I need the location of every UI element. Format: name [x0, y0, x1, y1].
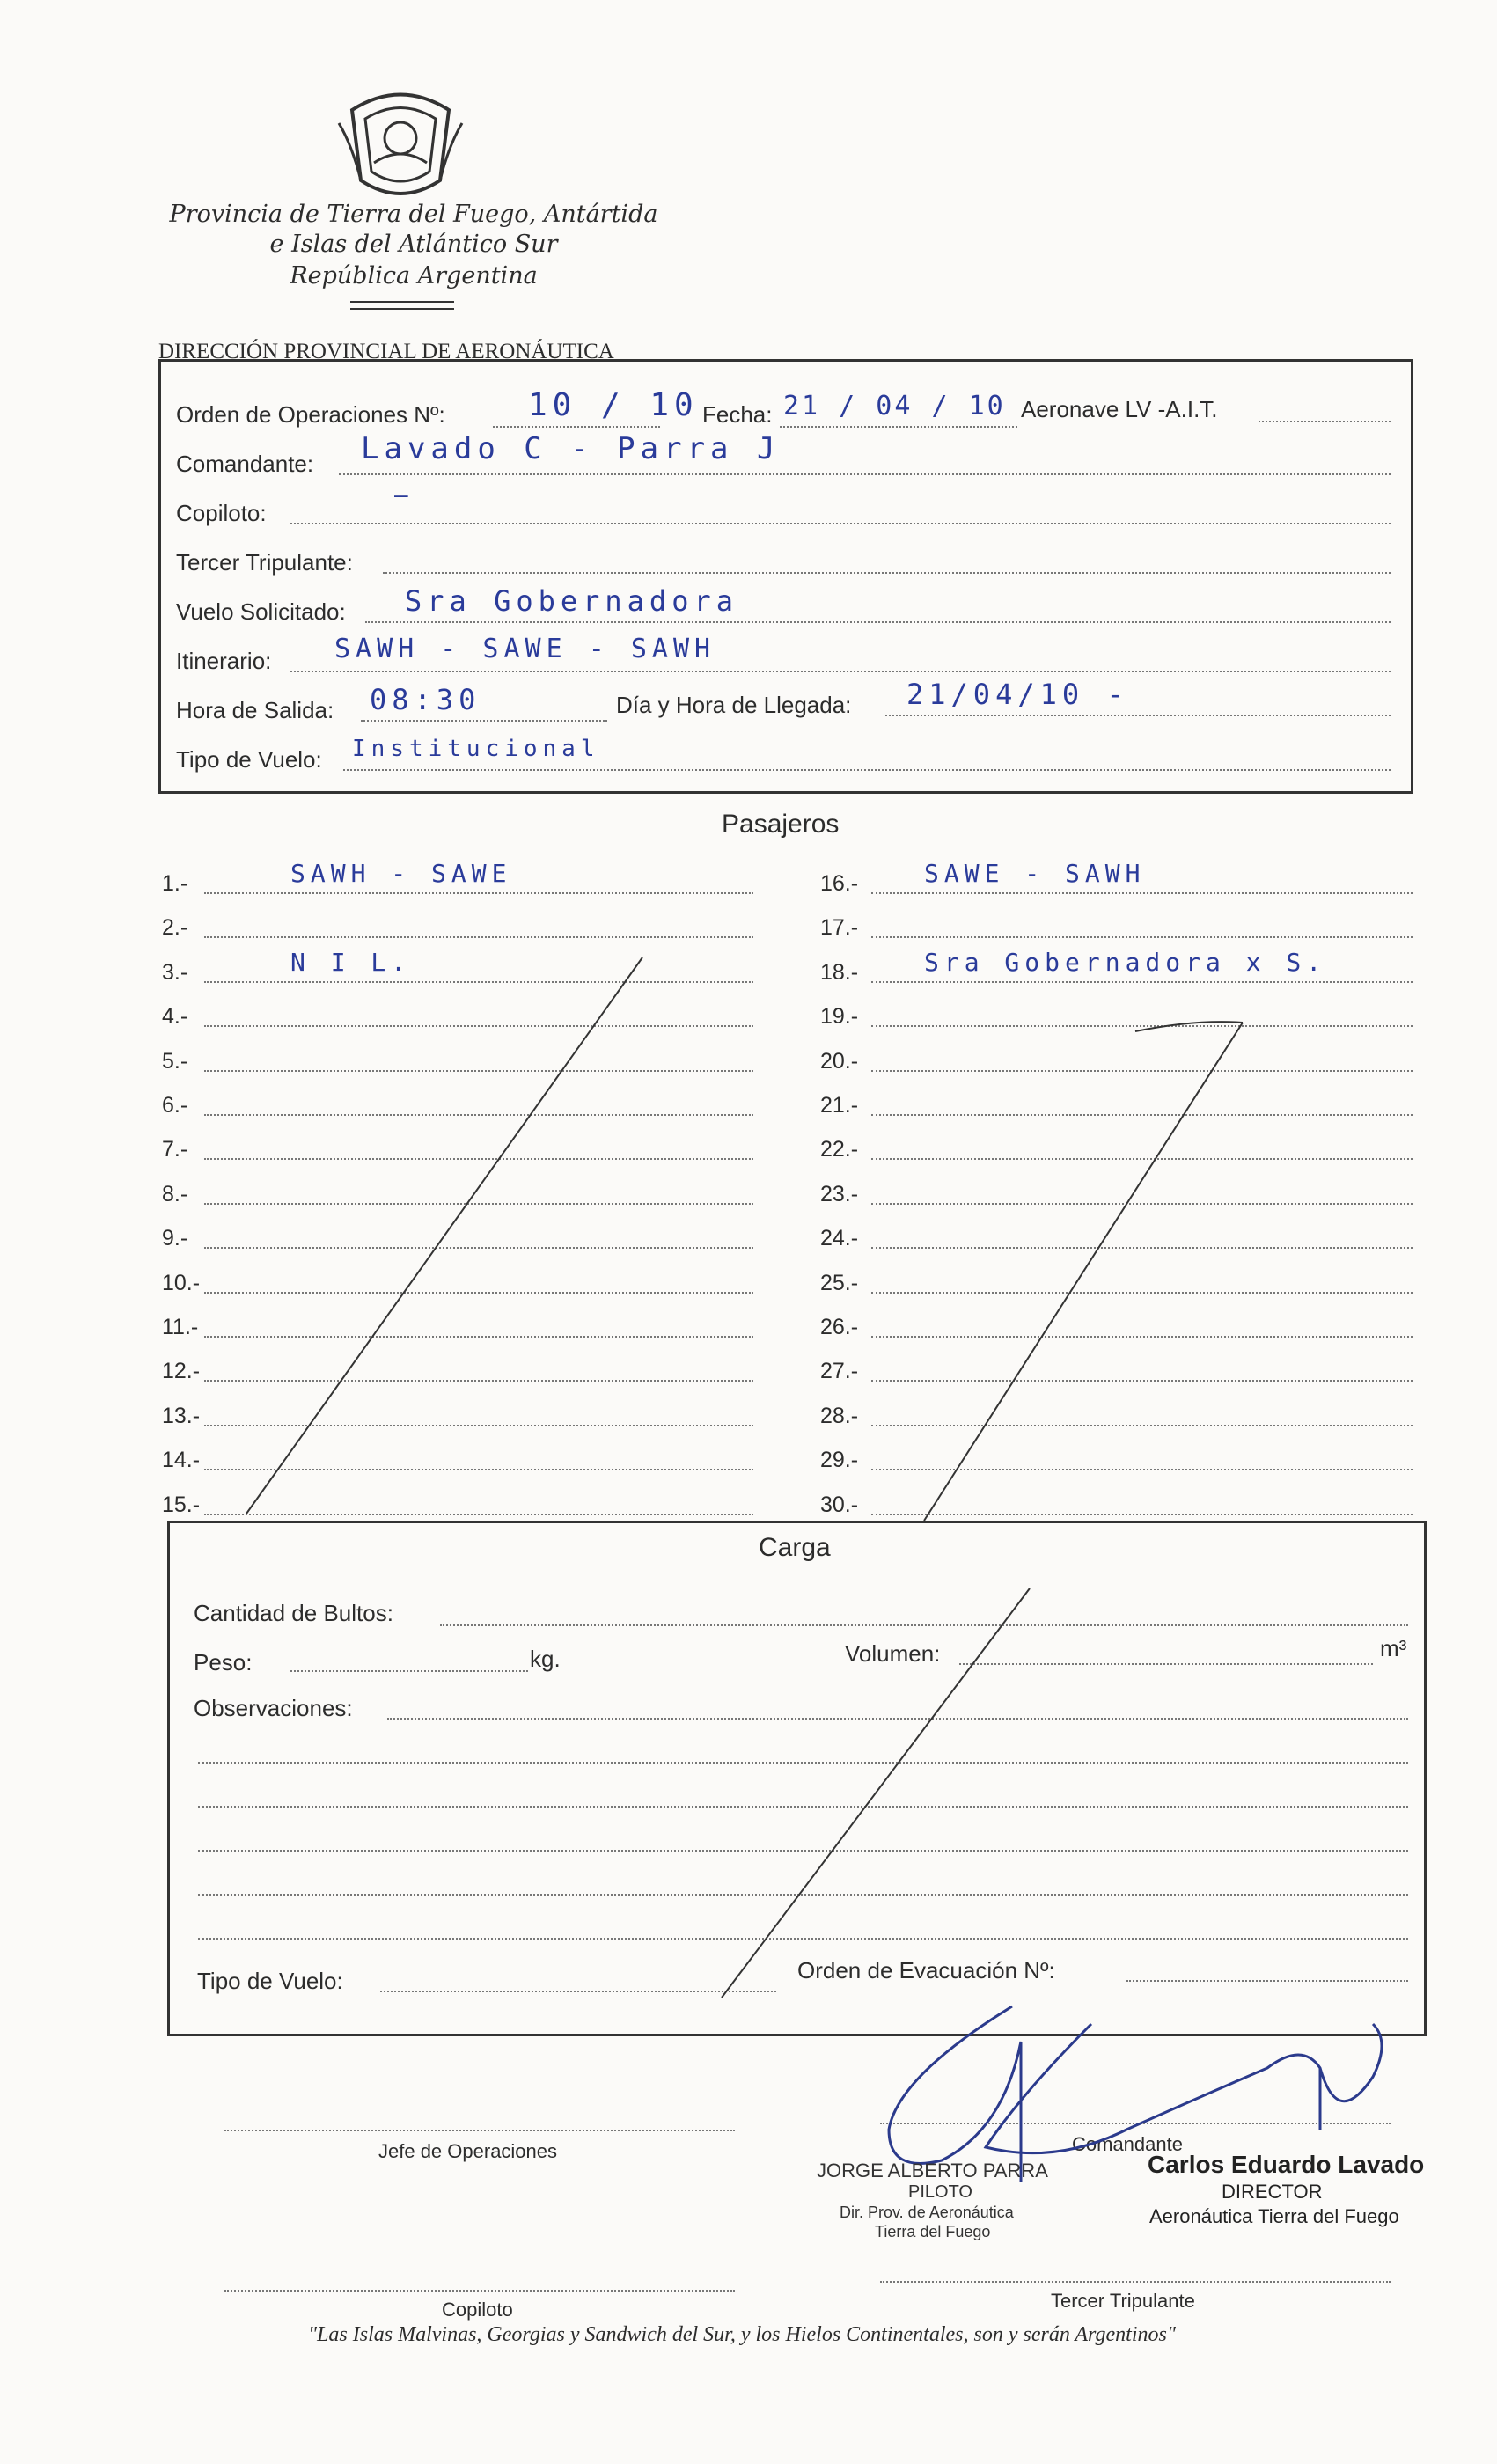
stamp-parra-role: PILOTO: [908, 2182, 972, 2202]
department-title: DIRECCIÓN PROVINCIAL DE AERONÁUTICA: [158, 340, 614, 363]
orden-label: Orden de Operaciones Nº:: [176, 401, 445, 428]
pasajero-number: 17.-: [820, 915, 859, 941]
pasajero-number: 25.-: [820, 1270, 859, 1295]
hora-value: 08:30: [370, 683, 481, 716]
pasajero-number: 29.-: [820, 1448, 859, 1473]
pasajero-number: 13.-: [162, 1403, 201, 1428]
stamp-parra-org1: Dir. Prov. de Aeronáutica: [840, 2204, 1014, 2221]
copiloto-value: –: [394, 482, 414, 509]
pasajero-number: 26.-: [820, 1315, 859, 1339]
comandante-value: Lavado C - Parra J: [361, 431, 781, 466]
copiloto-label: Copiloto:: [176, 500, 267, 526]
peso-label: Peso:: [194, 1649, 253, 1676]
stamp-lavado-name: Carlos Eduardo Lavado: [1148, 2151, 1425, 2178]
comandante-label: Comandante: [1072, 2133, 1183, 2155]
pasajero-number: 10.-: [162, 1270, 201, 1295]
pasajero-number: 28.-: [820, 1403, 859, 1428]
pasajero-number: 23.-: [820, 1181, 859, 1206]
pasajero-number: 3.-: [162, 959, 188, 985]
tercer-signature-line: [880, 2281, 1391, 2283]
pasajero-number: 2.-: [162, 915, 188, 941]
pasajeros-title: Pasajeros: [722, 810, 840, 839]
aeronave-label: Aeronave LV -A.I.T.: [1021, 396, 1218, 422]
pasajero-number: 8.-: [162, 1181, 188, 1206]
llegada-value: 21/04/10 -: [906, 678, 1129, 711]
hora-label: Hora de Salida:: [176, 697, 334, 723]
header-line3: República Argentina: [290, 262, 538, 290]
pasajero-number: 16.-: [820, 871, 859, 896]
header-line2: e Islas del Atlántico Sur: [269, 231, 558, 258]
stamp-lavado-role: DIRECTOR: [1222, 2181, 1323, 2203]
observaciones-label: Observaciones:: [194, 1695, 353, 1721]
pasajero-entry: SAWE - SAWH: [924, 859, 1146, 888]
pasajero-number: 5.-: [162, 1048, 188, 1074]
carga-title: Carga: [759, 1533, 831, 1562]
pasajero-number: 11.-: [162, 1315, 199, 1339]
evacuacion-label: Orden de Evacuación Nº:: [797, 1957, 1055, 1984]
pasajero-number: 20.-: [820, 1048, 859, 1074]
tercer-label: Tercer Tripulante:: [176, 549, 353, 576]
tipo-value: Institucional: [352, 736, 600, 762]
itinerario-label: Itinerario:: [176, 648, 272, 674]
pasajero-entry: SAWH - SAWE: [290, 859, 512, 888]
comandante-label: Comandante:: [176, 451, 314, 477]
tipo-vuelo-carga-label: Tipo de Vuelo:: [197, 1968, 343, 1994]
header-line1: Provincia de Tierra del Fuego, Antártida: [169, 201, 658, 228]
copiloto-signature-line: [224, 2290, 735, 2292]
pasajero-number: 15.-: [162, 1492, 201, 1517]
pasajero-number: 6.-: [162, 1093, 188, 1118]
fecha-value: 21 / 04 / 10: [783, 391, 1006, 422]
volumen-label: Volumen:: [845, 1640, 941, 1667]
pasajero-number: 14.-: [162, 1448, 201, 1473]
pasajero-entry: Sra Gobernadora x S.: [924, 947, 1327, 977]
pasajero-number: 27.-: [820, 1359, 859, 1384]
tipo-label: Tipo de Vuelo:: [176, 746, 322, 773]
peso-unit: kg.: [530, 1646, 561, 1672]
pasajero-number: 4.-: [162, 1004, 188, 1030]
stamp-parra-org2: Tierra del Fuego: [875, 2223, 991, 2240]
orden-value: 10 / 10: [528, 387, 699, 423]
vuelo-value: Sra Gobernadora: [405, 584, 738, 618]
bultos-label: Cantidad de Bultos:: [194, 1600, 393, 1626]
volumen-unit: m³: [1380, 1635, 1407, 1661]
pasajero-number: 1.-: [162, 871, 188, 896]
stamp-lavado-org: Aeronáutica Tierra del Fuego: [1149, 2205, 1399, 2227]
pasajero-number: 9.-: [162, 1226, 188, 1251]
pasajero-number: 12.-: [162, 1359, 201, 1384]
pasajero-number: 30.-: [820, 1492, 859, 1517]
itinerario-value: SAWH - SAWE - SAWH: [334, 634, 716, 664]
pasajero-number: 18.-: [820, 959, 859, 985]
pasajero-number: 21.-: [820, 1093, 859, 1118]
pasajero-number: 19.-: [820, 1004, 859, 1030]
footer-quote: "Las Islas Malvinas, Georgias y Sandwich del Sur, y los Hielos Continentales, son y serán Argentinos": [308, 2323, 1176, 2346]
pasajero-number: 22.-: [820, 1137, 859, 1162]
pasajero-number: 24.-: [820, 1226, 859, 1251]
stamp-parra-name: JORGE ALBERTO PARRA: [817, 2160, 1048, 2182]
fecha-label: Fecha:: [702, 401, 773, 428]
pasajero-entry: N I L.: [290, 947, 412, 977]
llegada-label: Día y Hora de Llegada:: [616, 692, 852, 718]
pasajero-number: 7.-: [162, 1137, 188, 1162]
vuelo-label: Vuelo Solicitado:: [176, 598, 346, 625]
tercer-label: Tercer Tripulante: [1051, 2290, 1195, 2312]
copiloto-label: Copiloto: [442, 2299, 513, 2321]
jefe-label: Jefe de Operaciones: [378, 2140, 558, 2162]
